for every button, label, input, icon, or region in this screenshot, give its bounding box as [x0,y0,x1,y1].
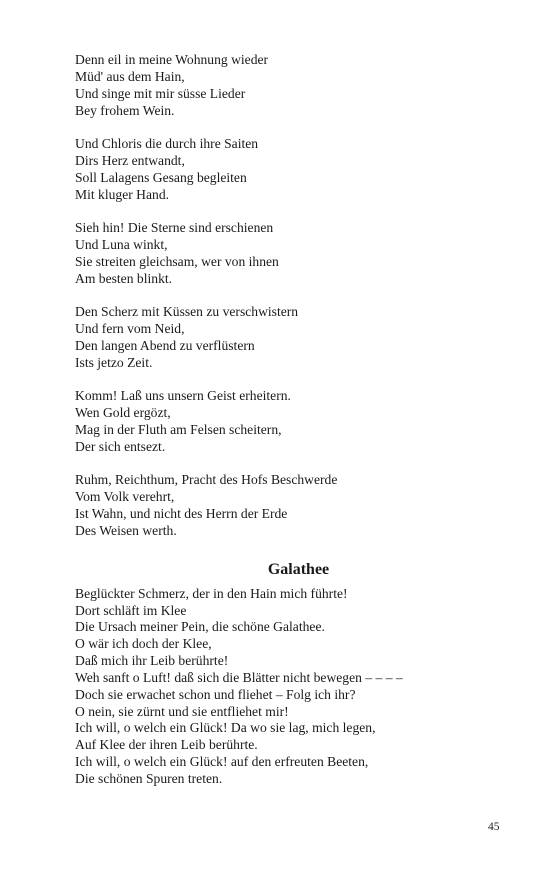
verse-line: Mag in der Fluth am Felsen scheitern, [75,421,282,437]
verse-line: Ich will, o welch ein Glück! auf den erfreuten Beeten, [75,754,369,770]
verse-line: Die Ursach meiner Pein, die schöne Galathee. [75,619,325,635]
verse-line: O nein, sie zürnt und sie entfliehet mir! [75,703,289,719]
verse-line: Beglückter Schmerz, der in den Hain mich führte! [75,585,348,601]
stanza [75,472,495,539]
stanza [75,220,495,287]
verse-line: Dirs Herz entwandt, [75,152,185,168]
stanza [75,586,495,788]
verse-line: Am besten blinkt. [75,270,173,286]
verse-line: Daß mich ihr Leib berührte! [75,653,229,669]
verse-line: Soll Lalagens Gesang begleiten [75,169,247,185]
verse-line: Wen Gold ergözt, [75,405,171,421]
verse-line: Ist Wahn, und nicht des Herrn der Erde [75,506,288,521]
verse-line: Mit kluger Hand. [75,186,170,202]
verse-line: Und singe mit mir süsse Lieder [75,85,246,101]
verse-line: Sie streiten gleichsam, wer von ihnen [75,253,279,269]
verse-line: Des Weisen werth. [75,522,177,538]
verse-line: Auf Klee der ihren Leib berührte. [75,737,258,753]
poem-title: Galathee [267,560,330,578]
verse-line: Und fern vom Neid, [75,321,185,337]
stanza [75,136,495,203]
verse-line: Bey frohem Wein. [75,102,175,118]
verse-line: Und Chloris die durch ihre Saiten [75,136,259,152]
verse-line: Komm! Laß uns unsern Geist erheitern. [75,388,291,404]
page-number: 45 [488,821,500,833]
verse-line: Müd' aus dem Hain, [75,68,185,84]
verse-line: Dort schläft im Klee [75,602,187,618]
verse-line: Der sich entsezt. [75,438,166,454]
verse-line: Ruhm, Reichthum, Pracht des Hofs Beschwerde [75,472,338,488]
verse-line: Denn eil in meine Wohnung wieder [75,52,269,67]
verse-line: Ich will, o welch ein Glück! Da wo sie lag, mich legen, [75,720,376,736]
verse-line: Den Scherz mit Küssen zu verschwistern [75,304,299,320]
verse-line: Sieh hin! Die Sterne sind erschienen [75,220,274,236]
verse-line: Den langen Abend zu verflüstern [75,337,255,353]
verse-line: O wär ich doch der Klee, [75,636,212,652]
stanza [75,304,495,371]
verse-line: Und Luna winkt, [75,236,168,252]
stanza [75,52,495,119]
stanza [75,388,495,455]
verse-line: Ists jetzo Zeit. [75,354,153,370]
verse-line: Weh sanft o Luft! daß sich die Blätter nicht bewegen – – – – [75,669,403,685]
page-body [75,52,495,805]
verse-line: Die schönen Spuren treten. [75,770,223,786]
verse-line: Vom Volk verehrt, [75,489,175,505]
verse-line: Doch sie erwachet schon und fliehet – Folg ich ihr? [75,686,356,702]
